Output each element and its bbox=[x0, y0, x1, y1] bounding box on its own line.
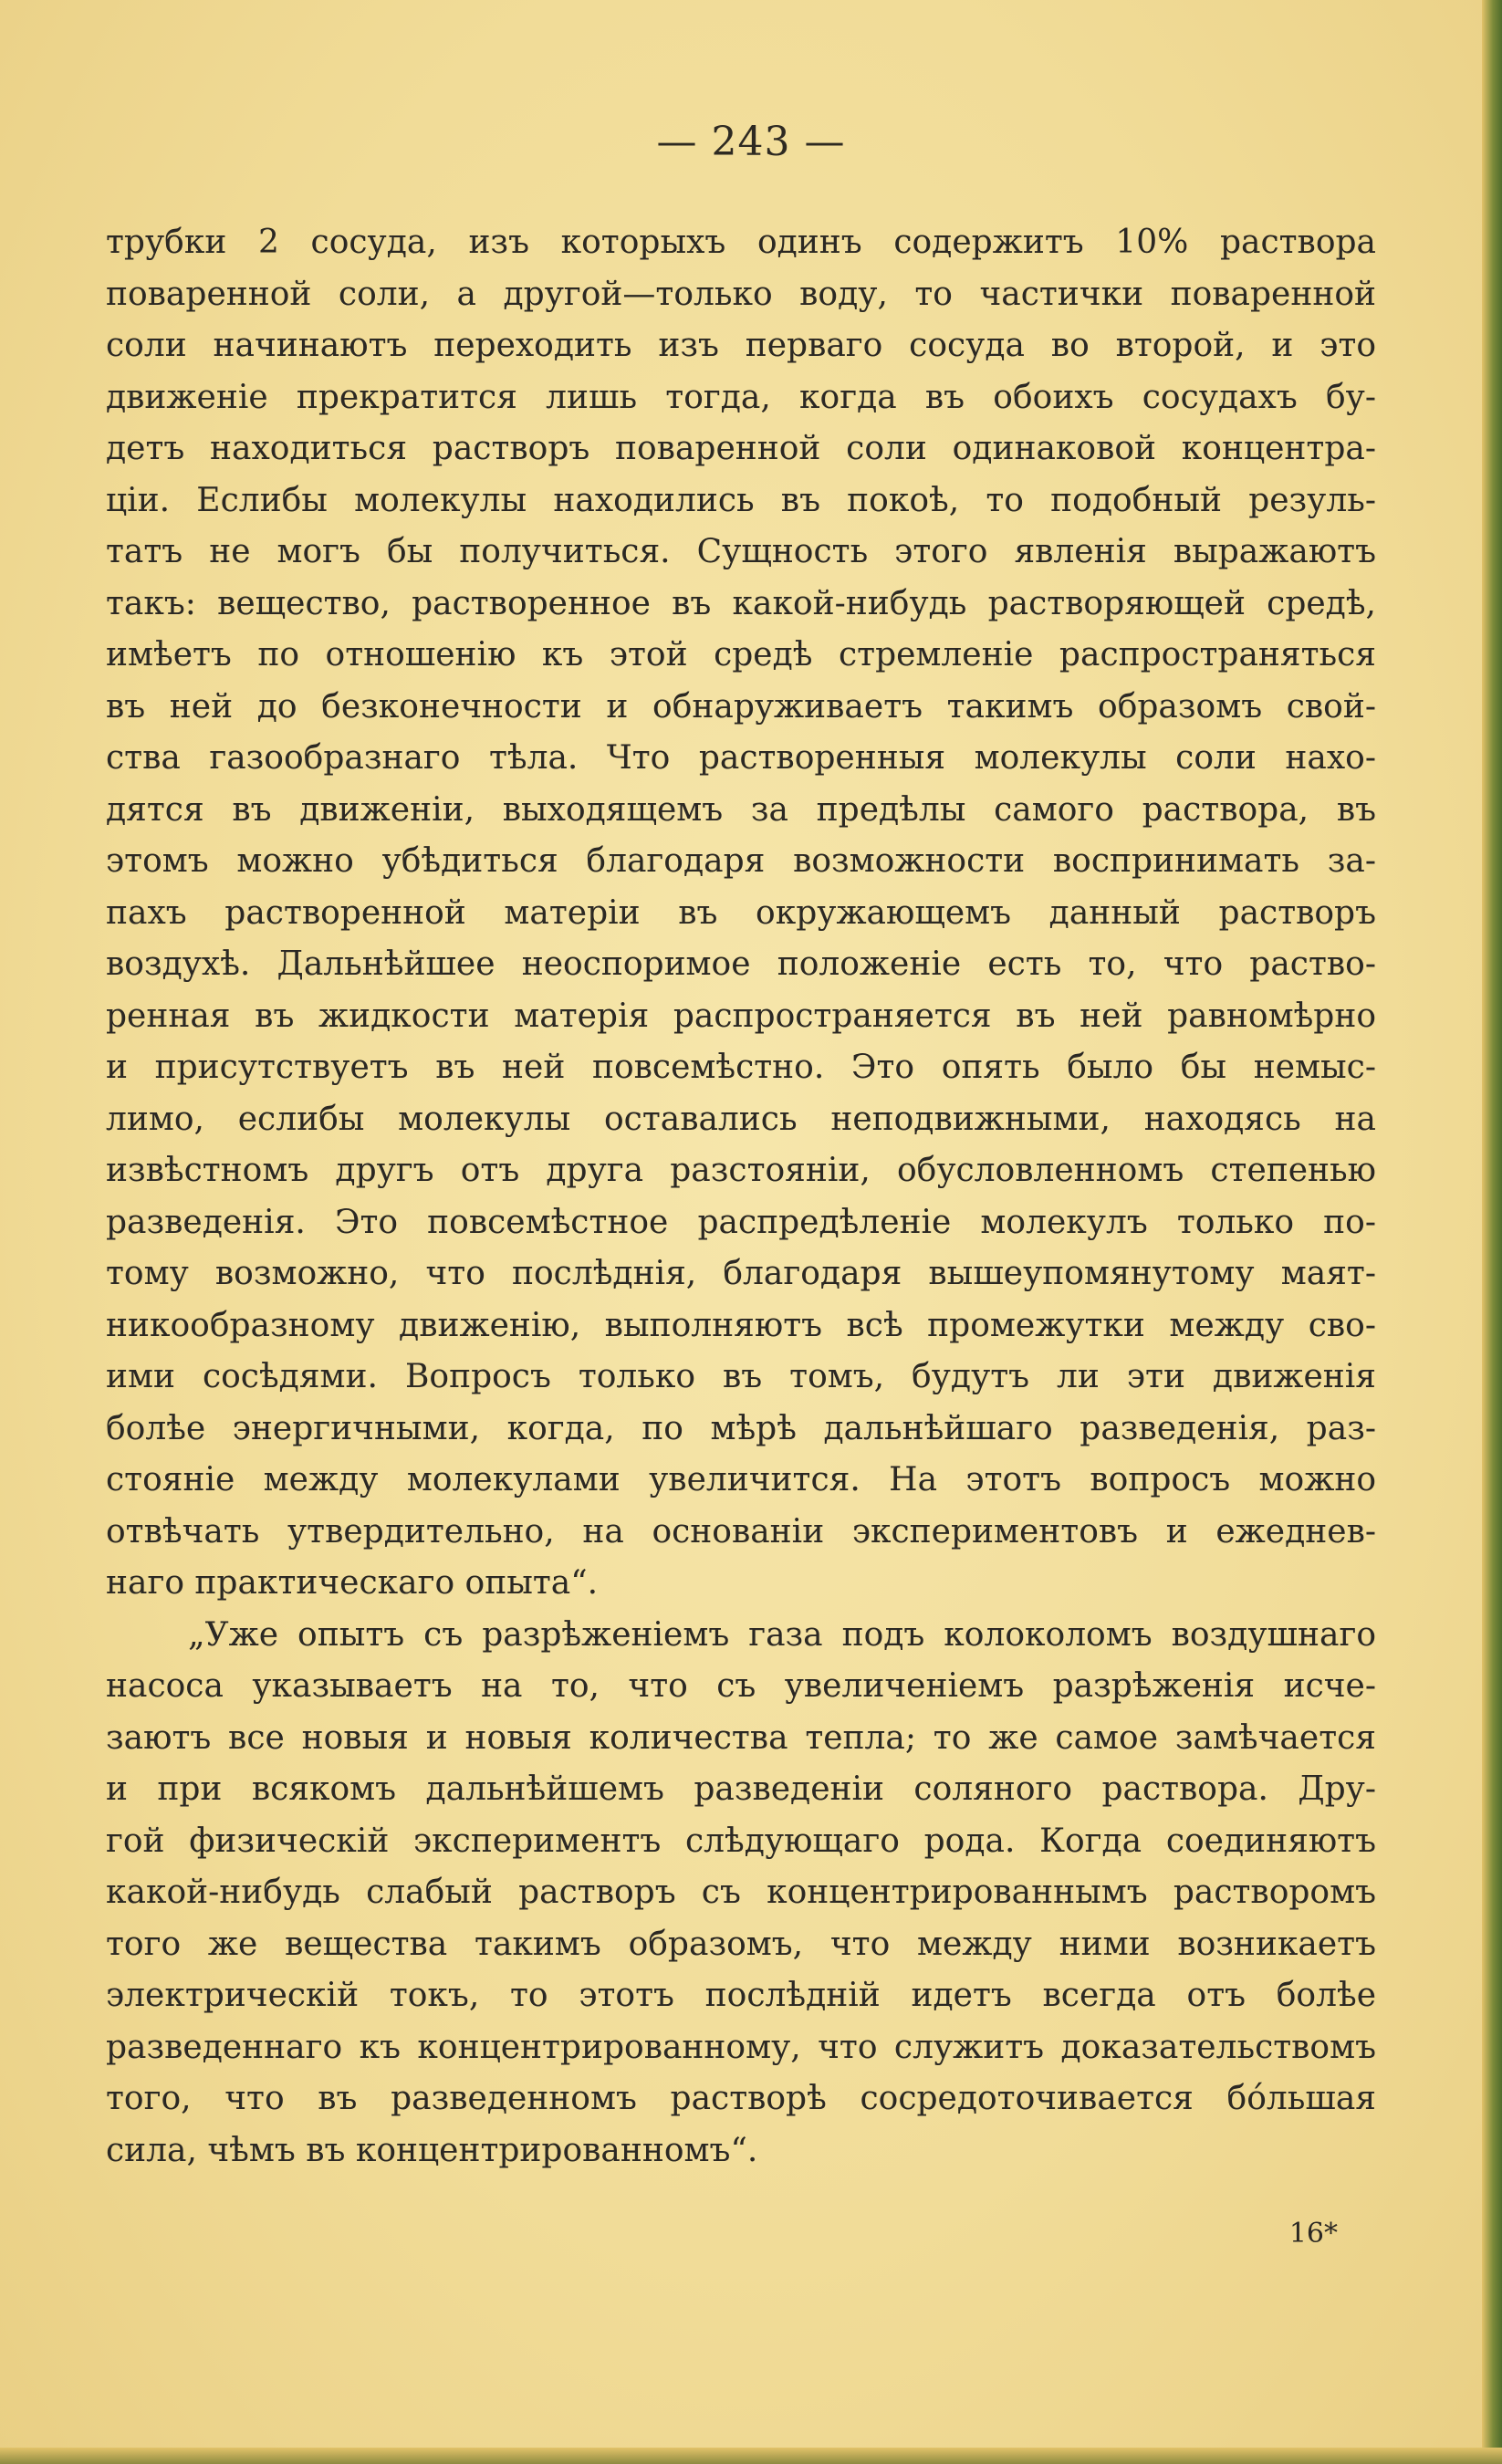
text-line: заютъ все новыя и новыя количества тепла; то же самое замѣчается bbox=[106, 1718, 1376, 1757]
text-line: дятся въ движенiи, выходящемъ за предѣлы самого раствора, въ bbox=[106, 790, 1376, 829]
text-line: лимо, еслибы молекулы оставались неподвижными, находясь на bbox=[106, 1100, 1376, 1138]
text-line: того же вещества такимъ образомъ, что между ними возникаетъ bbox=[106, 1925, 1376, 1963]
text-line: соли начинаютъ переходить изъ перваго сосуда во второй, и это bbox=[106, 327, 1376, 364]
text-line: поваренной соли, а другой—только воду, то частички поваренной bbox=[106, 275, 1376, 313]
text-line: никообразному движенiю, выполняютъ всѣ промежутки между сво- bbox=[106, 1306, 1376, 1344]
text-line: гой физическiй экспериментъ слѣдующаго рода. Когда соединяютъ bbox=[106, 1822, 1376, 1860]
page-edge-bottom bbox=[0, 2448, 1502, 2464]
text-line: имѣетъ по отношенiю къ этой средѣ стремленiе распространяться bbox=[106, 636, 1376, 673]
text-line: отвѣчать утвердительно, на основанiи экспериментовъ и ежеднев- bbox=[106, 1512, 1376, 1550]
text-line: насоса указываетъ на то, что съ увеличенiемъ разрѣженiя исче- bbox=[106, 1667, 1376, 1705]
text-line: ими сосѣдями. Вопросъ только въ томъ, будутъ ли эти движенiя bbox=[106, 1358, 1376, 1395]
body-text bbox=[106, 217, 1376, 2177]
text-line: ства газообразнаго тѣла. Что растворенныя молекулы соли нахо- bbox=[106, 739, 1376, 777]
text-line: въ ней до безконечности и обнаруживаетъ такимъ образомъ свой- bbox=[106, 687, 1376, 726]
text-line: этомъ можно убѣдиться благодаря возможности воспринимать за- bbox=[106, 842, 1376, 880]
page-edge-right bbox=[1482, 0, 1502, 2464]
text-line: трубки 2 сосуда, изъ которыхъ одинъ содержитъ 10% раствора bbox=[106, 224, 1376, 261]
text-line: болѣе энергичными, когда, по мѣрѣ дальнѣйшаго разведенiя, раз- bbox=[106, 1409, 1376, 1447]
text-line: извѣстномъ другъ отъ друга разстоянiи, обусловленномъ степенью bbox=[106, 1152, 1376, 1189]
text-line: цiи. Еслибы молекулы находились въ покоѣ, то подобный резуль- bbox=[106, 481, 1376, 519]
signature-mark: 16* bbox=[1288, 2218, 1338, 2250]
text-line: движенiе прекратится лишь тогда, когда въ обоихъ сосудахъ бу- bbox=[106, 378, 1376, 416]
text-line: „Уже опытъ съ разрѣженiемъ газа подъ колоколомъ воздушнаго bbox=[188, 1615, 1376, 1654]
text-line: разведеннаго къ концентрированному, что служитъ доказательствомъ bbox=[106, 2028, 1376, 2066]
text-line: наго практическаго опыта“. bbox=[106, 1564, 599, 1602]
text-line: татъ не могъ бы получиться. Сущность этого явленiя выражаютъ bbox=[106, 533, 1376, 570]
text-line: электрическiй токъ, то этотъ послѣднiй идетъ всегда отъ болѣе bbox=[106, 1977, 1376, 2014]
text-line: и присутствуетъ въ ней повсемѣстно. Это опять было бы немыс- bbox=[106, 1049, 1376, 1086]
text-line: стоянiе между молекулами увеличится. На этотъ вопросъ можно bbox=[106, 1461, 1376, 1498]
text-line: того, что въ разведенномъ растворѣ сосредоточивается бóльшая bbox=[106, 2080, 1376, 2117]
text-line: разведенiя. Это повсемѣстное распредѣленiе молекулъ только по- bbox=[106, 1203, 1376, 1241]
text-line: тому возможно, что послѣднiя, благодаря вышеупомянутому маят- bbox=[106, 1255, 1376, 1292]
text-line: воздухѣ. Дальнѣйшее неоспоримое положенiе есть то, что раство- bbox=[106, 945, 1376, 983]
text-line: и при всякомъ дальнѣйшемъ разведенiи соляного раствора. Дру- bbox=[106, 1770, 1376, 1808]
text-line: какой-нибудь слабый растворъ съ концентрированнымъ растворомъ bbox=[106, 1874, 1376, 1911]
text-line: детъ находиться растворъ поваренной соли одинаковой концентра- bbox=[106, 430, 1376, 467]
text-line: сила, чѣмъ въ концентрированномъ“. bbox=[106, 2131, 758, 2169]
text-line: ренная въ жидкости матерiя распространяется въ ней равномѣрно bbox=[106, 997, 1376, 1035]
page-number-header: — 243 — bbox=[656, 119, 846, 165]
text-line: такъ: вещество, растворенное въ какой-нибудь растворяющей средѣ, bbox=[106, 584, 1376, 622]
text-line: пахъ растворенной матерiи въ окружающемъ данный растворъ bbox=[106, 893, 1376, 932]
